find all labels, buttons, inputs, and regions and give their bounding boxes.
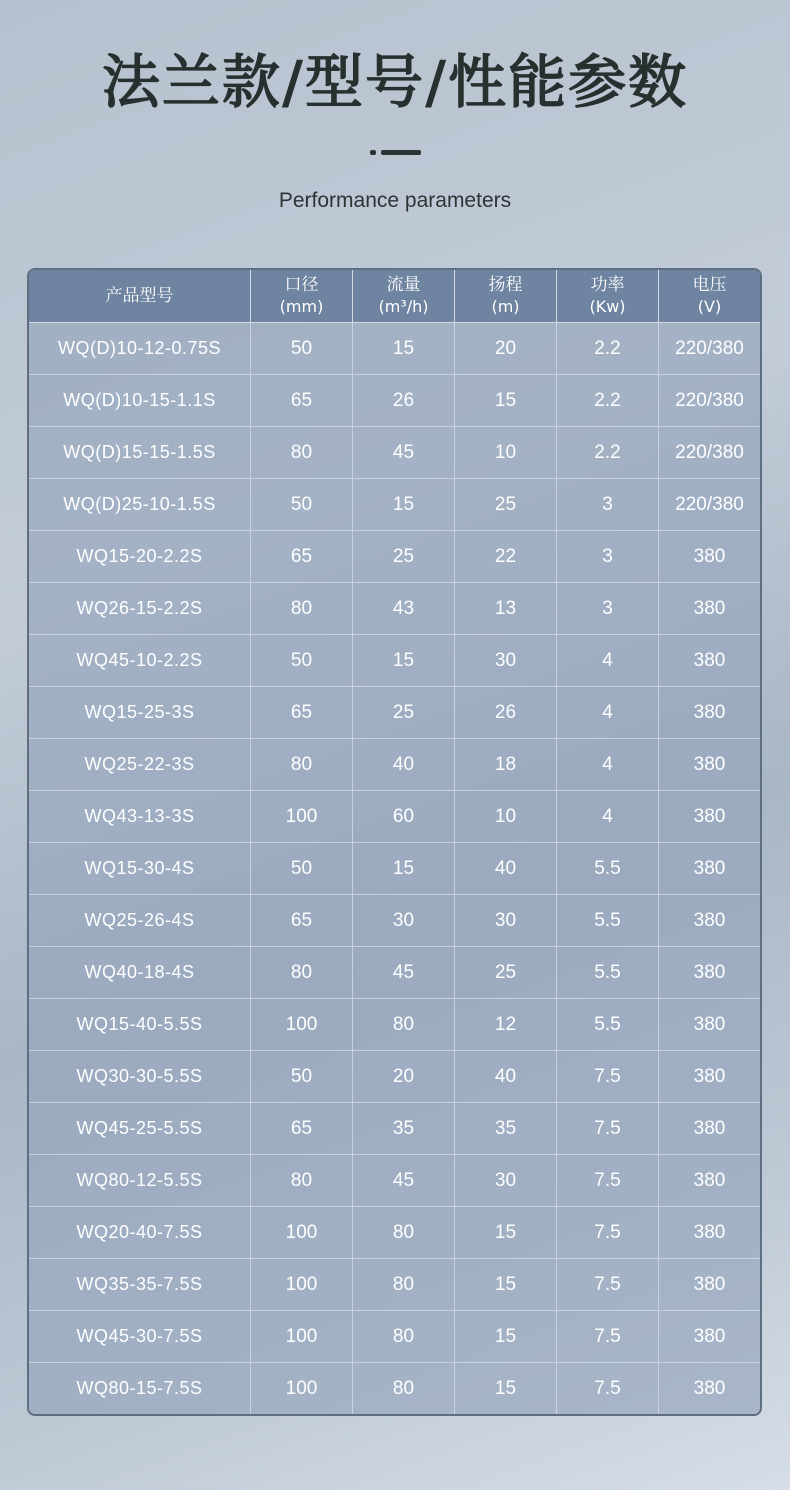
page-title: 法兰款/型号/性能参数	[101, 48, 689, 116]
table-row	[29, 1103, 761, 1155]
table-row	[29, 687, 761, 739]
cell-diameter: 80	[251, 583, 353, 635]
header-label: 扬程	[488, 275, 523, 295]
cell-model: WQ40-18-4S	[29, 947, 251, 999]
header-label: 功率	[590, 275, 625, 295]
cell-voltage: 220/380	[659, 323, 761, 375]
cell-flow: 15	[353, 843, 455, 895]
header-label: 流量	[386, 275, 421, 295]
cell-voltage: 380	[659, 1311, 761, 1363]
cell-voltage: 380	[659, 739, 761, 791]
header-label: 电压	[692, 275, 727, 295]
cell-head: 13	[455, 583, 557, 635]
cell-model: WQ15-20-2.2S	[29, 531, 251, 583]
cell-diameter: 65	[251, 687, 353, 739]
cell-head: 15	[455, 1259, 557, 1311]
cell-diameter: 100	[251, 1207, 353, 1259]
cell-diameter: 65	[251, 531, 353, 583]
cell-diameter: 80	[251, 1155, 353, 1207]
header-power	[557, 270, 659, 323]
cell-voltage: 380	[659, 1155, 761, 1207]
cell-head: 35	[455, 1103, 557, 1155]
cell-head: 30	[455, 1155, 557, 1207]
header-diameter	[251, 270, 353, 323]
cell-voltage: 220/380	[659, 479, 761, 531]
cell-head: 15	[455, 1311, 557, 1363]
cell-head: 40	[455, 1051, 557, 1103]
header-unit: (Kw)	[589, 297, 626, 316]
header-label: 产品型号	[105, 285, 174, 306]
table-body	[29, 323, 761, 1415]
cell-flow: 15	[353, 323, 455, 375]
cell-flow: 80	[353, 1207, 455, 1259]
cell-head: 40	[455, 843, 557, 895]
cell-voltage: 380	[659, 1051, 761, 1103]
cell-head: 26	[455, 687, 557, 739]
cell-power: 7.5	[557, 1051, 659, 1103]
cell-head: 12	[455, 999, 557, 1051]
cell-voltage: 380	[659, 1207, 761, 1259]
cell-voltage: 380	[659, 843, 761, 895]
cell-head: 10	[455, 791, 557, 843]
cell-model: WQ25-22-3S	[29, 739, 251, 791]
cell-model: WQ15-25-3S	[29, 687, 251, 739]
header-unit: (V)	[697, 297, 722, 316]
table-row	[29, 1259, 761, 1311]
cell-diameter: 80	[251, 947, 353, 999]
header-head	[455, 270, 557, 323]
cell-model: WQ(D)15-15-1.5S	[29, 427, 251, 479]
table-row	[29, 479, 761, 531]
cell-power: 2.2	[557, 427, 659, 479]
cell-head: 22	[455, 531, 557, 583]
cell-voltage: 380	[659, 1259, 761, 1311]
cell-voltage: 380	[659, 531, 761, 583]
cell-diameter: 65	[251, 895, 353, 947]
table-row	[29, 1363, 761, 1415]
table-row	[29, 1051, 761, 1103]
table-row	[29, 635, 761, 687]
cell-power: 5.5	[557, 947, 659, 999]
cell-diameter: 100	[251, 1311, 353, 1363]
cell-head: 15	[455, 1363, 557, 1415]
cell-head: 15	[455, 1207, 557, 1259]
cell-voltage: 220/380	[659, 375, 761, 427]
cell-flow: 25	[353, 531, 455, 583]
cell-flow: 60	[353, 791, 455, 843]
cell-power: 3	[557, 531, 659, 583]
cell-diameter: 50	[251, 479, 353, 531]
cell-diameter: 100	[251, 1363, 353, 1415]
cell-model: WQ(D)10-15-1.1S	[29, 375, 251, 427]
cell-flow: 80	[353, 1259, 455, 1311]
header-flow	[353, 270, 455, 323]
header-unit: (mm)	[279, 297, 324, 316]
cell-power: 7.5	[557, 1259, 659, 1311]
table-row	[29, 739, 761, 791]
cell-flow: 80	[353, 999, 455, 1051]
header-voltage	[659, 270, 761, 323]
table-row	[29, 323, 761, 375]
cell-flow: 15	[353, 635, 455, 687]
cell-power: 3	[557, 583, 659, 635]
cell-model: WQ80-15-7.5S	[29, 1363, 251, 1415]
page-subtitle: Performance parameters	[278, 189, 512, 212]
table-row	[29, 895, 761, 947]
cell-head: 20	[455, 323, 557, 375]
cell-model: WQ45-30-7.5S	[29, 1311, 251, 1363]
cell-voltage: 380	[659, 1103, 761, 1155]
cell-power: 2.2	[557, 323, 659, 375]
cell-head: 30	[455, 635, 557, 687]
cell-diameter: 80	[251, 739, 353, 791]
cell-voltage: 380	[659, 999, 761, 1051]
header-model	[29, 270, 251, 323]
header-unit: (m³/h)	[378, 297, 429, 316]
cell-power: 4	[557, 635, 659, 687]
cell-diameter: 100	[251, 1259, 353, 1311]
table-header-row	[29, 270, 761, 323]
cell-head: 25	[455, 479, 557, 531]
cell-power: 3	[557, 479, 659, 531]
table-row	[29, 375, 761, 427]
cell-diameter: 100	[251, 791, 353, 843]
cell-flow: 35	[353, 1103, 455, 1155]
cell-model: WQ15-30-4S	[29, 843, 251, 895]
cell-flow: 26	[353, 375, 455, 427]
cell-voltage: 380	[659, 895, 761, 947]
cell-flow: 45	[353, 427, 455, 479]
cell-power: 7.5	[557, 1363, 659, 1415]
cell-power: 4	[557, 739, 659, 791]
cell-diameter: 50	[251, 323, 353, 375]
cell-model: WQ15-40-5.5S	[29, 999, 251, 1051]
cell-diameter: 50	[251, 1051, 353, 1103]
cell-voltage: 220/380	[659, 427, 761, 479]
cell-diameter: 50	[251, 635, 353, 687]
cell-flow: 45	[353, 1155, 455, 1207]
cell-voltage: 380	[659, 1363, 761, 1415]
cell-power: 4	[557, 791, 659, 843]
cell-model: WQ80-12-5.5S	[29, 1155, 251, 1207]
title-divider-line	[381, 150, 421, 155]
cell-head: 30	[455, 895, 557, 947]
table-row	[29, 583, 761, 635]
cell-head: 15	[455, 375, 557, 427]
cell-power: 2.2	[557, 375, 659, 427]
cell-flow: 45	[353, 947, 455, 999]
cell-flow: 80	[353, 1363, 455, 1415]
cell-model: WQ25-26-4S	[29, 895, 251, 947]
table-row	[29, 1311, 761, 1363]
table-row	[29, 999, 761, 1051]
cell-flow: 30	[353, 895, 455, 947]
header-unit: (m)	[491, 297, 520, 316]
cell-model: WQ26-15-2.2S	[29, 583, 251, 635]
performance-table	[28, 269, 761, 1415]
cell-model: WQ(D)25-10-1.5S	[29, 479, 251, 531]
cell-diameter: 50	[251, 843, 353, 895]
cell-diameter: 80	[251, 427, 353, 479]
table-row	[29, 1207, 761, 1259]
cell-model: WQ30-30-5.5S	[29, 1051, 251, 1103]
cell-flow: 43	[353, 583, 455, 635]
table-row	[29, 947, 761, 999]
cell-power: 5.5	[557, 895, 659, 947]
cell-diameter: 65	[251, 1103, 353, 1155]
header-label: 口径	[284, 275, 319, 295]
cell-diameter: 100	[251, 999, 353, 1051]
cell-voltage: 380	[659, 687, 761, 739]
cell-flow: 20	[353, 1051, 455, 1103]
cell-model: WQ45-25-5.5S	[29, 1103, 251, 1155]
cell-power: 7.5	[557, 1155, 659, 1207]
cell-model: WQ45-10-2.2S	[29, 635, 251, 687]
cell-power: 7.5	[557, 1103, 659, 1155]
cell-flow: 40	[353, 739, 455, 791]
table-row	[29, 791, 761, 843]
table-row	[29, 427, 761, 479]
performance-table-container	[27, 268, 762, 1416]
cell-head: 10	[455, 427, 557, 479]
cell-flow: 80	[353, 1311, 455, 1363]
cell-flow: 25	[353, 687, 455, 739]
cell-voltage: 380	[659, 635, 761, 687]
cell-voltage: 380	[659, 791, 761, 843]
cell-model: WQ20-40-7.5S	[29, 1207, 251, 1259]
cell-diameter: 65	[251, 375, 353, 427]
table-row	[29, 531, 761, 583]
cell-flow: 15	[353, 479, 455, 531]
cell-model: WQ43-13-3S	[29, 791, 251, 843]
cell-power: 7.5	[557, 1207, 659, 1259]
cell-power: 5.5	[557, 843, 659, 895]
cell-voltage: 380	[659, 583, 761, 635]
cell-power: 7.5	[557, 1311, 659, 1363]
cell-head: 18	[455, 739, 557, 791]
cell-voltage: 380	[659, 947, 761, 999]
cell-head: 25	[455, 947, 557, 999]
cell-power: 5.5	[557, 999, 659, 1051]
cell-model: WQ35-35-7.5S	[29, 1259, 251, 1311]
cell-model: WQ(D)10-12-0.75S	[29, 323, 251, 375]
table-row	[29, 843, 761, 895]
table-row	[29, 1155, 761, 1207]
cell-power: 4	[557, 687, 659, 739]
title-divider-dot	[370, 150, 376, 155]
